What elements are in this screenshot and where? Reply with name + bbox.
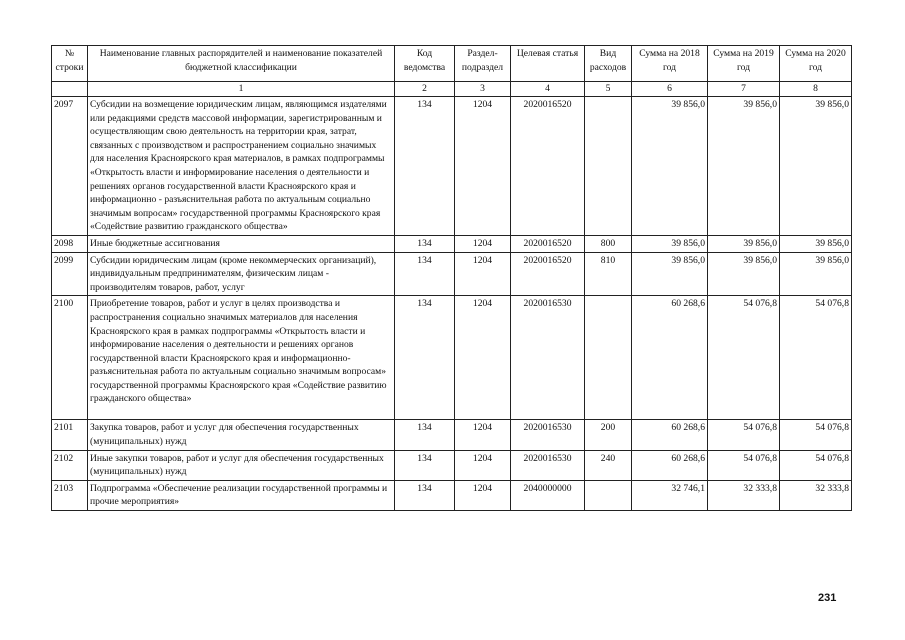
row-sum-2019: 39 856,0: [708, 97, 780, 236]
table-body: [52, 97, 852, 511]
row-name: Иные закупки товаров, работ и услуг для обеспечения государственных (муниципальных) нужд: [88, 450, 395, 480]
row-target-item: 2040000000: [511, 480, 585, 510]
table-row: [52, 235, 852, 252]
row-dept-code: 134: [395, 420, 455, 450]
row-dept-code: 134: [395, 450, 455, 480]
table-row: [52, 252, 852, 296]
column-number-row: [52, 82, 852, 97]
column-number: 7: [708, 82, 780, 97]
row-name: Подпрограмма «Обеспечение реализации государственной программы и прочие мероприятия»: [88, 480, 395, 510]
row-sum-2020: 32 333,8: [780, 480, 852, 510]
header-name: Наименование главных распорядителей и наименование показателей бюджетной классификации: [88, 46, 395, 82]
header-section: Раздел-подраздел: [455, 46, 511, 82]
row-section: 1204: [455, 235, 511, 252]
row-number: 2098: [52, 235, 88, 252]
table-row: [52, 97, 852, 236]
row-expense-type: 200: [585, 420, 632, 450]
header-dept-code: Код ведомства: [395, 46, 455, 82]
row-name: Иные бюджетные ассигнования: [88, 235, 395, 252]
header-target-item: Целевая статья: [511, 46, 585, 82]
table-row: [52, 480, 852, 510]
row-sum-2020: 54 076,8: [780, 296, 852, 420]
row-section: 1204: [455, 480, 511, 510]
row-dept-code: 134: [395, 97, 455, 236]
table-row: [52, 296, 852, 420]
row-sum-2018: 39 856,0: [632, 97, 708, 236]
row-sum-2018: 60 268,6: [632, 420, 708, 450]
row-sum-2020: 54 076,8: [780, 450, 852, 480]
row-sum-2019: 39 856,0: [708, 235, 780, 252]
row-sum-2020: 39 856,0: [780, 235, 852, 252]
header-sum-2019: Сумма на 2019 год: [708, 46, 780, 82]
row-name: Приобретение товаров, работ и услуг в целях производства и распространения социально значимых материалов для населения Красноярского края в рамках подпрограммы «Открытость власти и информирование населения о деятельности и решениях органов государственной власти Красноярского края и информационно-разъяснительная работа по актуальным социально значимым вопросам» государственной программы Красноярского края «Содействие развитию гражданского общества»: [88, 296, 395, 420]
row-target-item: 2020016530: [511, 296, 585, 420]
row-number: 2100: [52, 296, 88, 420]
row-name: Субсидии юридическим лицам (кроме некоммерческих организаций), индивидуальным предпринимателям, физическим лицам - производителям товаров, работ, услуг: [88, 252, 395, 296]
row-expense-type: [585, 296, 632, 420]
row-dept-code: 134: [395, 235, 455, 252]
row-target-item: 2020016520: [511, 97, 585, 236]
row-expense-type: [585, 97, 632, 236]
row-sum-2019: 54 076,8: [708, 420, 780, 450]
row-target-item: 2020016530: [511, 450, 585, 480]
row-section: 1204: [455, 296, 511, 420]
row-dept-code: 134: [395, 296, 455, 420]
column-number: 3: [455, 82, 511, 97]
row-sum-2019: 54 076,8: [708, 450, 780, 480]
row-target-item: 2020016530: [511, 420, 585, 450]
row-number: 2101: [52, 420, 88, 450]
column-number: [52, 82, 88, 97]
row-sum-2019: 32 333,8: [708, 480, 780, 510]
row-sum-2020: 39 856,0: [780, 252, 852, 296]
row-number: 2102: [52, 450, 88, 480]
row-number: 2099: [52, 252, 88, 296]
row-expense-type: 800: [585, 235, 632, 252]
row-sum-2018: 39 856,0: [632, 235, 708, 252]
row-name: Субсидии на возмещение юридическим лицам, являющимся издателями или редакциями средств массовой информации, зарегистрированным и осуществляющим свою деятельность на территории края, затрат, связанных с производством и распространением социально значимых для населения Красноярского края материалов, в рамках подпрограммы «Открытость власти и информирование населения о деятельности и решениях органов государственной власти Красноярского края и информационно - разъяснительная работа по актуальным социально значимым вопросам» государственной программы Красноярского края «Содействие развитию гражданского общества»: [88, 97, 395, 236]
row-target-item: 2020016520: [511, 235, 585, 252]
row-name: Закупка товаров, работ и услуг для обеспечения государственных (муниципальных) нужд: [88, 420, 395, 450]
row-sum-2018: 60 268,6: [632, 450, 708, 480]
column-number: 5: [585, 82, 632, 97]
row-expense-type: 240: [585, 450, 632, 480]
row-number: 2103: [52, 480, 88, 510]
header-sum-2020: Сумма на 2020 год: [780, 46, 852, 82]
row-section: 1204: [455, 252, 511, 296]
table-header: [52, 46, 852, 97]
row-sum-2018: 39 856,0: [632, 252, 708, 296]
row-section: 1204: [455, 450, 511, 480]
row-section: 1204: [455, 97, 511, 236]
row-number: 2097: [52, 97, 88, 236]
row-target-item: 2020016520: [511, 252, 585, 296]
table-row: [52, 450, 852, 480]
row-sum-2018: 60 268,6: [632, 296, 708, 420]
table-row: [52, 420, 852, 450]
row-section: 1204: [455, 420, 511, 450]
row-sum-2018: 32 746,1: [632, 480, 708, 510]
row-sum-2020: 54 076,8: [780, 420, 852, 450]
column-number: 4: [511, 82, 585, 97]
column-number: 8: [780, 82, 852, 97]
column-number: 6: [632, 82, 708, 97]
row-sum-2019: 39 856,0: [708, 252, 780, 296]
budget-table: [51, 45, 852, 511]
row-dept-code: 134: [395, 480, 455, 510]
column-number: 1: [88, 82, 395, 97]
header-sum-2018: Сумма на 2018 год: [632, 46, 708, 82]
row-sum-2020: 39 856,0: [780, 97, 852, 236]
row-sum-2019: 54 076,8: [708, 296, 780, 420]
header-row-number: № строки: [52, 46, 88, 82]
page-number: 231: [818, 592, 837, 604]
row-dept-code: 134: [395, 252, 455, 296]
row-expense-type: [585, 480, 632, 510]
row-expense-type: 810: [585, 252, 632, 296]
header-expense-type: Вид расходов: [585, 46, 632, 82]
column-number: 2: [395, 82, 455, 97]
